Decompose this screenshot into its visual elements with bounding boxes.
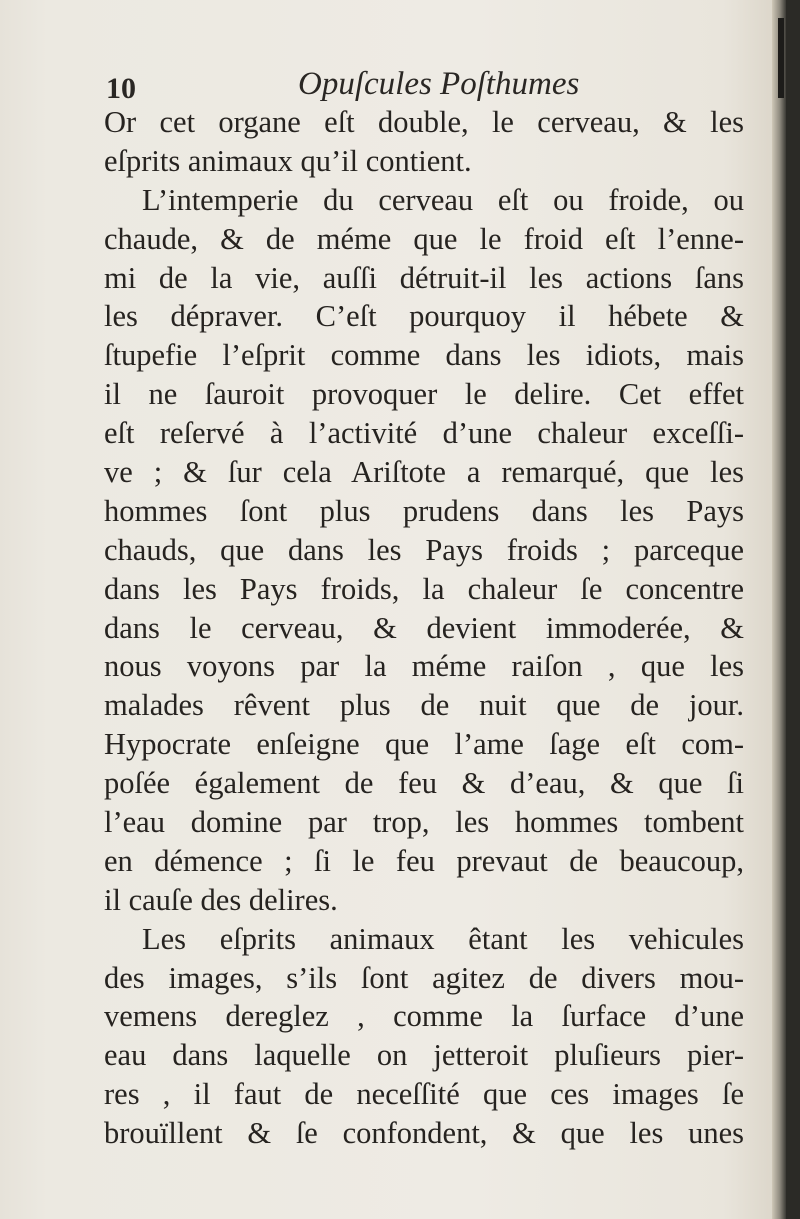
text-line: les dépraver. C’eſt pourquoy il hébete & — [104, 299, 744, 334]
text-line: malades rêvent plus de nuit que de jour. — [104, 688, 744, 723]
page-edge — [772, 0, 786, 1219]
text-line: eſt reſervé à l’activité d’une chaleur exceſſi- — [104, 416, 744, 451]
text-line: ve ; & ſur cela Ariſtote a remarqué, que les — [104, 455, 744, 490]
text-line: ſtupefie l’eſprit comme dans les idiots, mais — [104, 338, 744, 373]
text-line: dans le cerveau, & devient immoderée, & — [104, 610, 744, 645]
text-line: des images, s’ils ſont agitez de divers mou- — [104, 960, 744, 995]
running-title: Opuſcules Poſthumes — [298, 66, 580, 102]
text-line: Hypocrate enſeigne que l’ame ſage eſt com- — [104, 727, 744, 762]
page-number: 10 — [106, 72, 136, 105]
text-line: Or cet organe eſt double, le cerveau, & les — [104, 105, 744, 139]
binding-shadow — [778, 18, 784, 98]
text-line: mi de la vie, auſſi détruit-il les actions ſans — [104, 260, 744, 295]
text-line: eau dans laquelle on jetteroit pluſieurs pier- — [104, 1038, 744, 1073]
text-line: en démence ; ſi le feu prevaut de beaucoup, — [104, 843, 744, 878]
text-line: hommes ſont plus prudens dans les Pays — [104, 493, 744, 528]
text-line: il cauſe des delires. — [104, 882, 338, 917]
text-line: chauds, que dans les Pays froids ; parceque — [104, 532, 744, 567]
paragraph-start-line: Les eſprits animaux êtant les vehicules — [142, 921, 744, 956]
text-line: eſprits animaux qu’il contient. — [104, 143, 472, 178]
text-line: dans les Pays froids, la chaleur ſe concentre — [104, 571, 744, 606]
text-line: nous voyons par la méme raiſon , que les — [104, 649, 744, 684]
text-line: vemens dereglez , comme la ſurface d’une — [104, 999, 744, 1034]
text-line: poſée également de feu & d’eau, & que ſi — [104, 766, 744, 801]
text-line: res , il faut de neceſſité que ces images ſe — [104, 1077, 744, 1112]
paragraph-start-line: L’intemperie du cerveau eſt ou froide, ou — [142, 182, 744, 217]
text-line: il ne ſauroit provoquer le delire. Cet effet — [104, 377, 744, 412]
text-line: l’eau domine par trop, les hommes tombent — [104, 805, 744, 840]
text-line: chaude, & de méme que le froid eſt l’enne- — [104, 221, 744, 256]
body-text — [104, 103, 744, 1153]
text-line: brouïllent & ſe confondent, & que les unes — [104, 1116, 744, 1151]
